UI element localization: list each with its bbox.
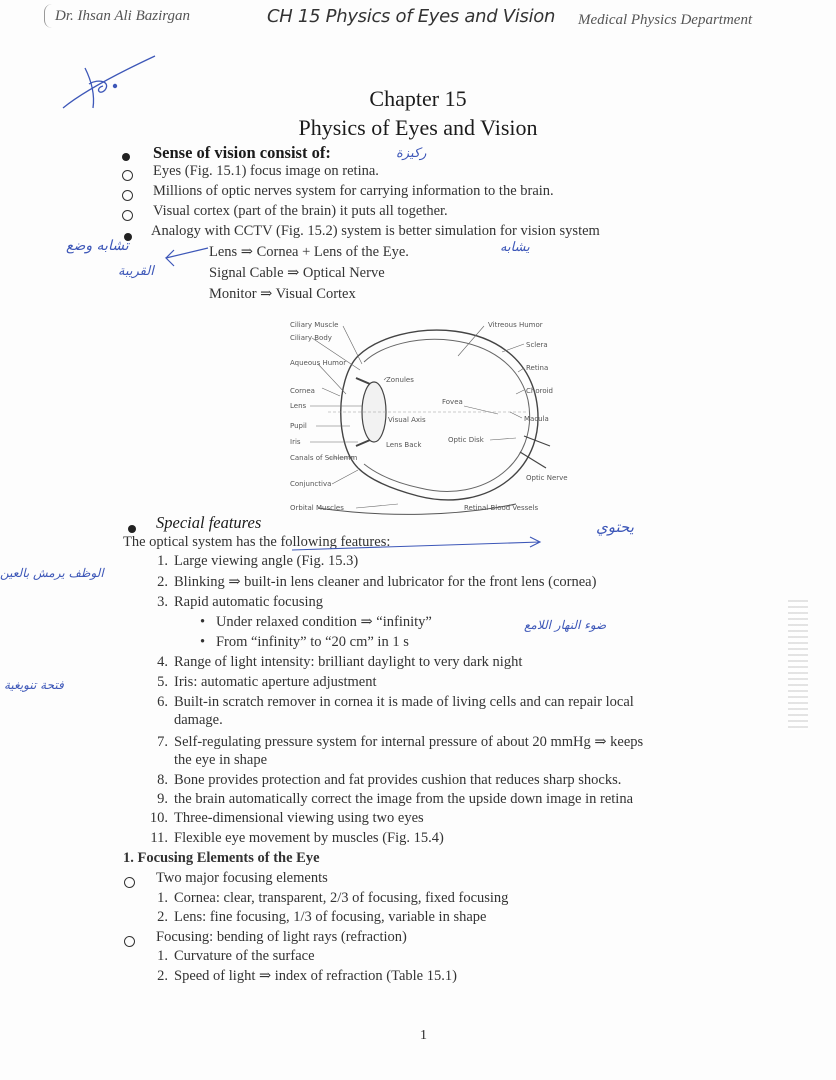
- annotation-4: يشابه: [500, 240, 530, 255]
- feature-8: 8. Bone provides protection and fat provides cushion that reduces sharp shocks.: [157, 772, 622, 788]
- feature-1: 1. Large viewing angle (Fig. 15.3): [157, 553, 359, 569]
- annotation-6: الوظف يرمش بالعين: [0, 566, 104, 580]
- analogy-item-2: Signal Cable ⇒ Optical Nerve: [209, 265, 385, 281]
- annotation-arrow-icon: [160, 244, 210, 276]
- feature-7: 7. Self-regulating pressure system for internal pressure of about 20 mmHg ⇒ keeps: [157, 734, 644, 750]
- analogy-item-3: Monitor ⇒ Visual Cortex: [209, 286, 356, 302]
- feature-7-cont: the eye in shape: [174, 752, 268, 768]
- annotation-arrow-icon: [290, 532, 550, 554]
- sense-item-1: Eyes (Fig. 15.1) focus image on retina.: [153, 163, 379, 179]
- feature-10: 10. Three-dimensional viewing using two eyes: [149, 810, 424, 826]
- sense-item-2: Millions of optic nerves system for carrying information to the brain.: [153, 183, 554, 199]
- page-title: Physics of Eyes and Vision: [298, 115, 538, 140]
- annotation-7: ضوء النهار اللامع: [524, 618, 607, 632]
- feature-6-cont: damage.: [174, 712, 223, 728]
- label-cornea: Cornea: [290, 387, 315, 395]
- label-iris: Iris: [290, 438, 301, 446]
- sub-focus-2: • From “infinity” to “20 cm” in 1 s: [200, 634, 409, 650]
- focusing-heading: 1. Focusing Elements of the Eye: [123, 850, 320, 866]
- feature-2: 2. Blinking ⇒ built-in lens cleaner and lubricator for the front lens (cornea): [157, 574, 597, 590]
- analogy-item-1: Lens ⇒ Cornea + Lens of the Eye.: [209, 244, 409, 260]
- bullet-filled-icon: [122, 148, 130, 166]
- scan-artifact: [788, 600, 808, 730]
- label-ciliary-body: Ciliary Body: [290, 334, 332, 342]
- header-course: CH 15 Physics of Eyes and Vision: [267, 6, 556, 27]
- header-bracket: [44, 4, 53, 28]
- bullet-open-icon: [124, 934, 135, 952]
- sense-item-3: Visual cortex (part of the brain) it puts all together.: [153, 203, 448, 219]
- page-number: 1: [420, 1028, 427, 1043]
- label-sclera: Sclera: [526, 341, 548, 349]
- label-vitreous-humor: Vitreous Humor: [488, 321, 543, 329]
- label-lens: Lens: [290, 402, 307, 410]
- label-choroid: Choroid: [526, 387, 554, 395]
- feature-5: 5. Iris: automatic aperture adjustment: [157, 674, 377, 690]
- label-orbital-muscles: Orbital Muscles: [290, 504, 344, 512]
- label-pupil: Pupil: [290, 422, 307, 430]
- analogy-text: Analogy with CCTV (Fig. 15.2) system is better simulation for vision system: [151, 223, 600, 239]
- annotation-8: فتحة تنويغية: [4, 678, 64, 692]
- bullet-open-icon: [124, 875, 135, 893]
- annotation-3: القريبة: [118, 264, 154, 279]
- label-fovea: Fovea: [442, 398, 463, 406]
- focusing-bullet-2: Focusing: bending of light rays (refraction): [156, 929, 407, 945]
- header-department: Medical Physics Department: [578, 12, 753, 28]
- label-zonules: Zonules: [386, 376, 414, 384]
- annotation-2: تشابه وضع: [66, 238, 129, 254]
- label-retinal-vessels: Retinal Blood Vessels: [464, 504, 539, 512]
- bullet-open-icon: [122, 168, 133, 186]
- label-visual-axis: Visual Axis: [388, 416, 426, 424]
- label-retina: Retina: [526, 364, 549, 372]
- feature-9: 9. the brain automatically correct the image from the upside down image in retina: [157, 791, 634, 807]
- element-2: 2. Lens: fine focusing, 1/3 of focusing, variable in shape: [157, 909, 487, 925]
- label-ciliary-muscle: Ciliary Muscle: [290, 321, 339, 329]
- feature-6: 6. Built-in scratch remover in cornea it is made of living cells and can repair local: [157, 694, 634, 710]
- sense-heading: Sense of vision consist of:: [153, 143, 331, 162]
- feature-3: 3. Rapid automatic focusing: [157, 594, 323, 610]
- bullet-open-icon: [122, 188, 133, 206]
- label-macula: Macula: [524, 415, 549, 423]
- label-aqueous-humor: Aqueous Humor: [290, 359, 347, 367]
- special-heading: Special features: [156, 513, 262, 532]
- label-optic-disk: Optic Disk: [448, 436, 484, 444]
- header-author: Dr. Ihsan Ali Bazirgan: [55, 8, 191, 24]
- feature-11: 11. Flexible eye movement by muscles (Fig. 15.4): [150, 830, 444, 846]
- factor-2: 2. Speed of light ⇒ index of refraction (Table 15.1): [157, 968, 457, 984]
- sub-focus-1: • Under relaxed condition ⇒ “infinity”: [200, 614, 432, 630]
- label-lens-back: Lens Back: [386, 441, 422, 449]
- factor-1: 1. Curvature of the surface: [157, 948, 315, 964]
- feature-4: 4. Range of light intensity: brilliant daylight to very dark night: [157, 654, 523, 670]
- annotation-1: ركيزة: [396, 146, 427, 161]
- eye-diagram: [288, 318, 568, 514]
- focusing-bullet-1: Two major focusing elements: [156, 870, 328, 886]
- label-optic-nerve: Optic Nerve: [526, 474, 568, 482]
- special-intro: The optical system has the following features:: [123, 534, 391, 550]
- annotation-5: يحتوي: [596, 518, 634, 536]
- chapter-title: Chapter 15: [369, 86, 467, 111]
- element-1: 1. Cornea: clear, transparent, 2/3 of focusing, fixed focusing: [157, 890, 509, 906]
- label-conjunctiva: Conjunctiva: [290, 480, 332, 488]
- bullet-open-icon: [122, 208, 133, 226]
- label-canals: Canals of Schlemm: [290, 454, 358, 462]
